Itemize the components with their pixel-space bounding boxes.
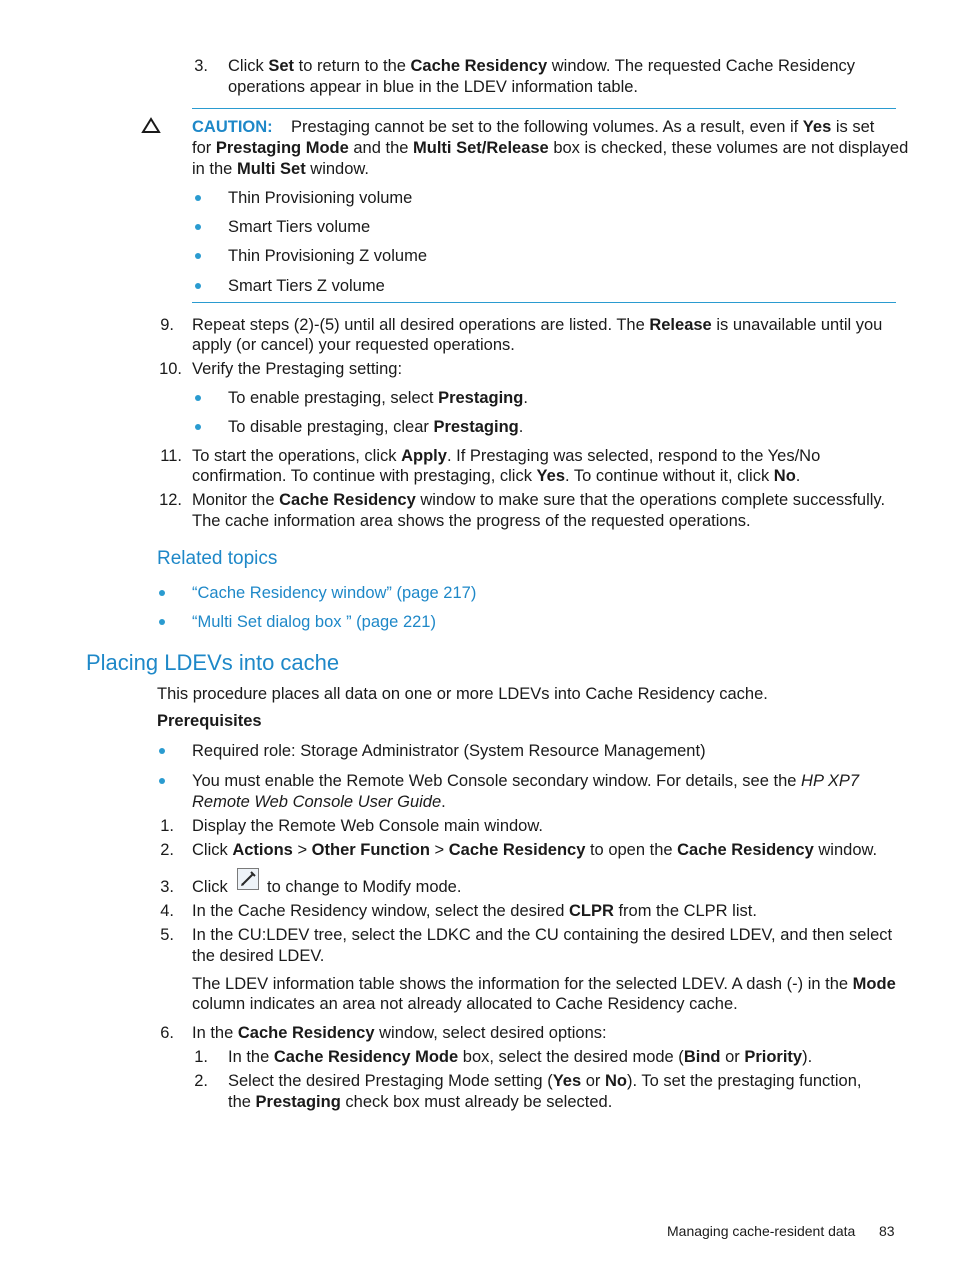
list-item: To disable prestaging, clear Prestaging. <box>228 418 524 436</box>
caution-bottom-rule <box>192 302 896 303</box>
bullet-icon <box>195 283 201 289</box>
step-number: 3. <box>194 57 208 75</box>
step-text: Verify the Prestaging setting: <box>192 360 403 378</box>
step-number: 4. <box>160 902 174 920</box>
caution-text: for Prestaging Mode and the Multi Set/Release box is checked, these volumes are not displayed <box>192 139 909 157</box>
list-item: Smart Tiers Z volume <box>228 277 385 295</box>
substep-number: 2. <box>194 1072 208 1090</box>
step-number: 5. <box>160 926 174 944</box>
step-text: Repeat steps (2)-(5) until all desired operations are listed. The Release is unavailable until you <box>192 316 883 334</box>
section-intro: This procedure places all data on one or more LDEVs into Cache Residency cache. <box>157 685 768 703</box>
list-item: To enable prestaging, select Prestaging. <box>228 389 528 407</box>
step-text: In the Cache Residency window, select desired options: <box>192 1024 607 1042</box>
bullet-icon <box>159 748 165 754</box>
step-text: operations appear in blue in the LDEV information table. <box>228 78 639 96</box>
list-item: Smart Tiers volume <box>228 218 371 236</box>
prerequisite-item: Required role: Storage Administrator (System Resource Management) <box>192 742 706 760</box>
bullet-icon <box>159 778 165 784</box>
step-number: 12. <box>159 491 182 509</box>
prerequisite-item: You must enable the Remote Web Console secondary window. For details, see the HP XP7 <box>192 772 860 790</box>
step-text: Display the Remote Web Console main window. <box>192 817 543 835</box>
step-text: confirmation. To continue with prestaging, click Yes. To continue without it, click No. <box>192 467 801 485</box>
bullet-icon <box>195 395 201 401</box>
substep-number: 1. <box>194 1048 208 1066</box>
related-link-cache-residency-window[interactable]: “Cache Residency window” (page 217) <box>192 584 477 602</box>
caution-text: CAUTION: Prestaging cannot be set to the following volumes. As a result, even if Yes is set <box>192 118 875 136</box>
step-note: column indicates an area not already allocated to Cache Residency cache. <box>192 995 738 1013</box>
bullet-icon <box>195 195 201 201</box>
related-topics-heading: Related topics <box>157 548 278 569</box>
warning-icon <box>141 116 161 139</box>
bullet-icon <box>195 224 201 230</box>
section-title: Placing LDEVs into cache <box>86 650 340 675</box>
substep-text: the Prestaging check box must already be selected. <box>228 1093 613 1111</box>
step-text: the desired LDEV. <box>192 947 325 965</box>
step-text: to change to Modify mode. <box>267 878 462 896</box>
step-note: The LDEV information table shows the information for the selected LDEV. A dash (-) in the Mode <box>192 975 896 993</box>
bullet-icon <box>195 253 201 259</box>
bullet-icon <box>159 619 165 625</box>
step-text: Click <box>192 878 228 896</box>
step-number: 6. <box>160 1024 174 1042</box>
modify-icon <box>237 868 259 890</box>
step-text: Monitor the Cache Residency window to make sure that the operations complete successfully. <box>192 491 886 509</box>
substep-text: In the Cache Residency Mode box, select the desired mode (Bind or Priority). <box>228 1048 813 1066</box>
prerequisites-heading: Prerequisites <box>157 712 262 730</box>
step-number: 1. <box>160 817 174 835</box>
step-text: In the Cache Residency window, select the desired CLPR from the CLPR list. <box>192 902 757 920</box>
list-item: Thin Provisioning volume <box>228 189 413 207</box>
prerequisite-item: Remote Web Console User Guide. <box>192 793 446 811</box>
step-text: To start the operations, click Apply. If Prestaging was selected, respond to the Yes/No <box>192 447 821 465</box>
substep-text: Select the desired Prestaging Mode setting (Yes or No). To set the prestaging function, <box>228 1072 862 1090</box>
list-item: Thin Provisioning Z volume <box>228 247 427 265</box>
caution-label: CAUTION: <box>192 118 273 136</box>
step-text: Click Set to return to the Cache Residency window. The requested Cache Residency <box>228 57 856 75</box>
related-link-multi-set-dialog[interactable]: “Multi Set dialog box ” (page 221) <box>192 613 436 631</box>
step-number: 11. <box>160 447 182 465</box>
caution-text: in the Multi Set window. <box>192 160 369 178</box>
bullet-icon <box>159 590 165 596</box>
step-number: 3. <box>160 878 174 896</box>
step-number: 10. <box>159 360 182 378</box>
step-text: Click Actions > Other Function > Cache Residency to open the Cache Residency window. <box>192 841 878 859</box>
step-number: 2. <box>160 841 174 859</box>
step-text: apply (or cancel) your requested operations. <box>192 336 515 354</box>
caution-top-rule <box>192 108 896 109</box>
page-number: 83 <box>879 1223 895 1239</box>
step-number: 9. <box>160 316 174 334</box>
bullet-icon <box>195 424 201 430</box>
step-text: The cache information area shows the progress of the requested operations. <box>192 512 751 530</box>
footer-title: Managing cache-resident data <box>667 1223 856 1239</box>
step-text: In the CU:LDEV tree, select the LDKC and the CU containing the desired LDEV, and then select <box>192 926 893 944</box>
